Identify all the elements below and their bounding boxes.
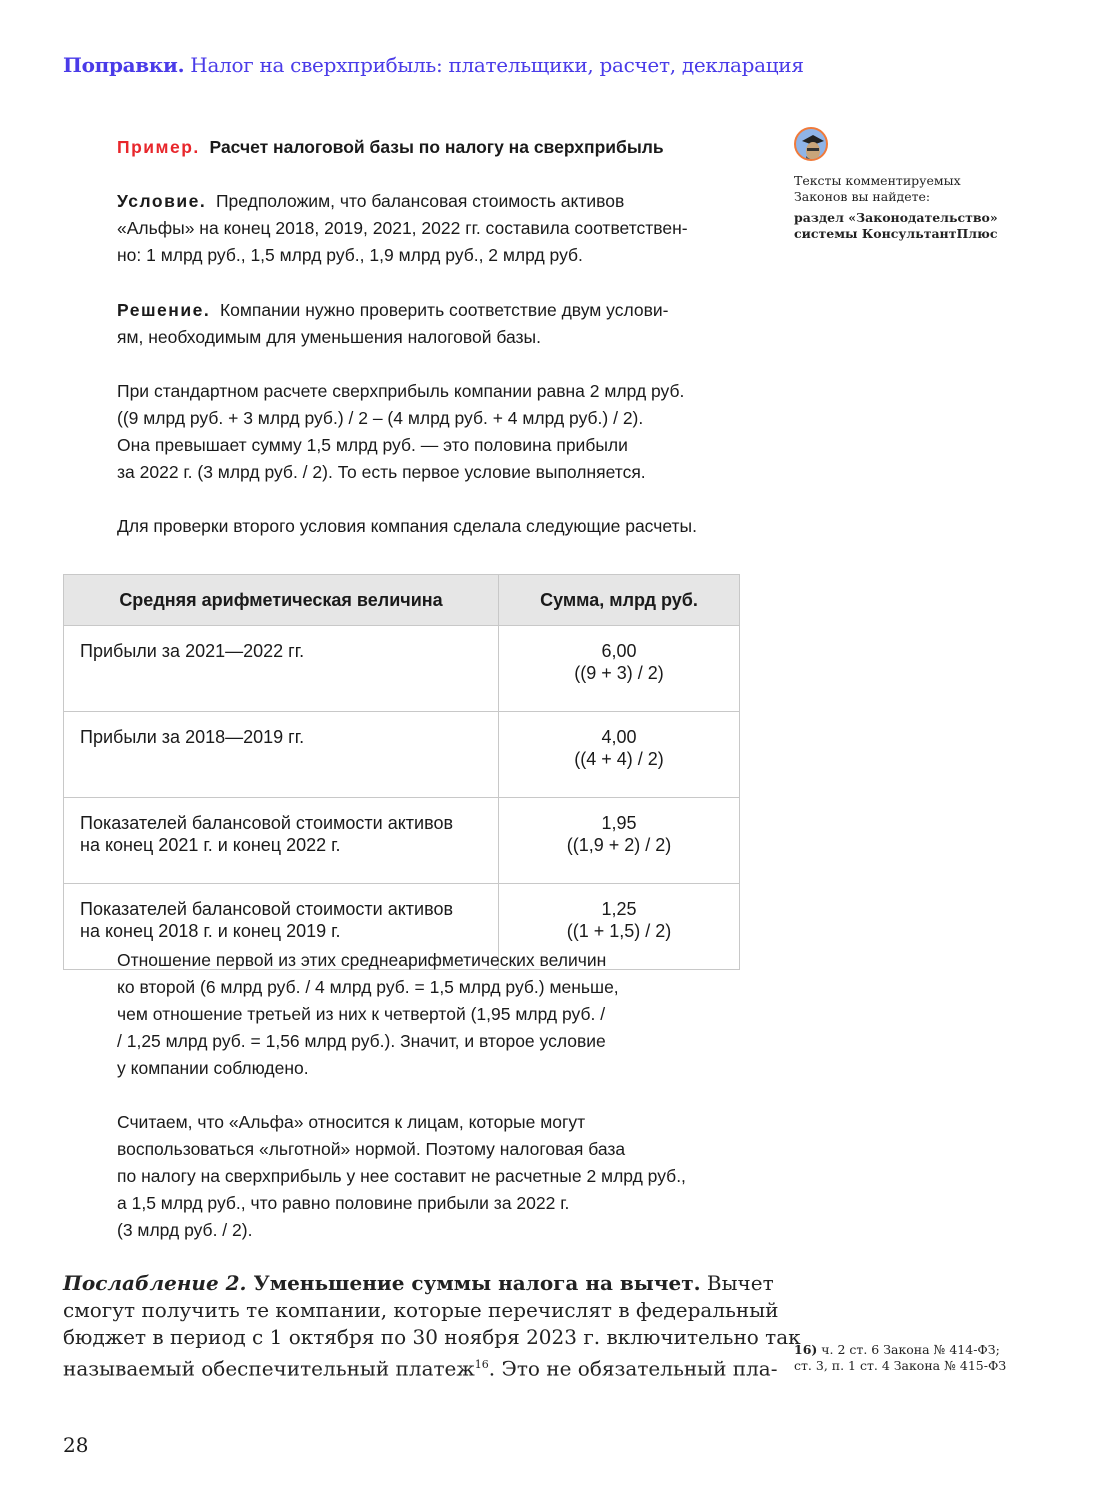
sidebar-note xyxy=(794,173,998,242)
table-row xyxy=(64,712,740,798)
line: Законов вы найдете: xyxy=(794,189,931,204)
solution-paragraph xyxy=(117,297,757,351)
cell-value: 4,00 xyxy=(601,727,637,747)
table-row xyxy=(64,798,740,884)
line: у компании соблюдено. xyxy=(117,1058,309,1078)
line: а 1,5 млрд руб., что равно половине прибыли за 2022 г. xyxy=(117,1193,570,1213)
line: ст. 3, п. 1 ст. 4 Закона № 415-ФЗ xyxy=(794,1358,1007,1373)
line: Компании нужно проверить соответствие двум услови- xyxy=(219,300,669,320)
table-row xyxy=(64,626,740,712)
paragraph-second-check xyxy=(117,513,757,540)
line: «Альфы» на конец 2018, 2019, 2021, 2022 гг. составила соответствен- xyxy=(117,218,688,238)
cell-label: на конец 2021 г. и конец 2022 г. xyxy=(80,835,341,855)
column-header: Средняя арифметическая величина xyxy=(64,575,499,626)
cell-value: 6,00 xyxy=(601,641,637,661)
footnote xyxy=(794,1342,1006,1374)
paragraph-conclusion xyxy=(117,1109,757,1244)
line: Для проверки второго условия компания сделала следующие расчеты. xyxy=(117,516,697,536)
header-title: Налог на сверхприбыль: плательщики, расчет, декларация xyxy=(184,53,804,77)
cell-label: на конец 2018 г. и конец 2019 г. xyxy=(80,921,341,941)
cell-label: Показателей балансовой стоимости активов xyxy=(80,899,454,919)
line: системы КонсультантПлюс xyxy=(794,226,998,241)
consultant-avatar-icon xyxy=(794,127,828,161)
cell-formula: ((9 + 3) / 2) xyxy=(574,663,664,683)
column-header: Сумма, млрд руб. xyxy=(499,575,740,626)
header-section: Поправки. xyxy=(63,53,185,77)
paragraph-ratio xyxy=(117,947,757,1082)
line: (3 млрд руб. / 2). xyxy=(117,1220,253,1240)
line: Предположим, что балансовая стоимость активов xyxy=(215,191,625,211)
line: за 2022 г. (3 млрд руб. / 2). То есть первое условие выполняется. xyxy=(117,462,646,482)
table-header-row xyxy=(64,575,740,626)
example-title xyxy=(117,134,757,161)
cell-value: 1,95 xyxy=(601,813,637,833)
line: Считаем, что «Альфа» относится к лицам, которые могут xyxy=(117,1112,586,1132)
cell-label: Прибыли за 2021—2022 гг. xyxy=(80,641,305,661)
cell-formula: ((4 + 4) / 2) xyxy=(574,749,664,769)
line: называемый обеспечительный платеж xyxy=(63,1356,475,1381)
example-label: Пример. xyxy=(117,137,200,157)
page-number: 28 xyxy=(63,1433,89,1457)
running-header xyxy=(63,53,804,77)
main-body-text xyxy=(63,1270,801,1383)
line: / 1,25 млрд руб. = 1,56 млрд руб.). Значит, и второе условие xyxy=(117,1031,606,1051)
line: ч. 2 ст. 6 Закона № 414-ФЗ; xyxy=(817,1342,1000,1357)
cell-label: Прибыли за 2018—2019 гг. xyxy=(80,727,305,747)
footnote-number: 16) xyxy=(794,1342,818,1357)
line: При стандартном расчете сверхприбыль компании равна 2 млрд руб. xyxy=(117,381,685,401)
solution-label: Решение. xyxy=(117,300,211,320)
cell-label: Показателей балансовой стоимости активов xyxy=(80,813,454,833)
line: Тексты комментируемых xyxy=(794,173,961,188)
line: Она превышает сумму 1,5 млрд руб. — это половина прибыли xyxy=(117,435,628,455)
cell-value: 1,25 xyxy=(601,899,637,919)
section-label: Послабление 2. xyxy=(63,1271,247,1295)
line: по налогу на сверхприбыль у нее составит не расчетные 2 млрд руб., xyxy=(117,1166,686,1186)
condition-label: Условие. xyxy=(117,191,207,211)
line: ((9 млрд руб. + 3 млрд руб.) / 2 – (4 млрд руб. + 4 млрд руб.) / 2). xyxy=(117,408,644,428)
line: . Это не обязательный пла- xyxy=(488,1356,778,1381)
cell-formula: ((1 + 1,5) / 2) xyxy=(566,921,672,941)
line: раздел «Законодательство» xyxy=(794,210,998,225)
line: бюджет в период с 1 октября по 30 ноября 2023 г. включительно так xyxy=(63,1325,801,1349)
paragraph-standard-calc xyxy=(117,378,757,486)
example-heading: Расчет налоговой базы по налогу на сверхприбыль xyxy=(209,137,664,157)
section-heading: Уменьшение суммы налога на вычет. xyxy=(246,1271,701,1295)
footnote-ref[interactable]: 16 xyxy=(474,1358,489,1371)
condition-paragraph xyxy=(117,188,757,269)
line: ко второй (6 млрд руб. / 4 млрд руб. = 1,5 млрд руб.) меньше, xyxy=(117,977,619,997)
line: чем отношение третьей из них к четвертой (1,95 млрд руб. / xyxy=(117,1004,606,1024)
line: воспользоваться «льготной» нормой. Поэтому налоговая база xyxy=(117,1139,626,1159)
averages-table xyxy=(63,574,740,970)
line: смогут получить те компании, которые перечислят в федеральный xyxy=(63,1298,779,1322)
line: ям, необходимым для уменьшения налоговой базы. xyxy=(117,327,541,347)
line: Вычет xyxy=(700,1271,774,1295)
line: Отношение первой из этих среднеарифметических величин xyxy=(117,950,607,970)
line: но: 1 млрд руб., 1,5 млрд руб., 1,9 млрд руб., 2 млрд руб. xyxy=(117,245,583,265)
cell-formula: ((1,9 + 2) / 2) xyxy=(566,835,672,855)
